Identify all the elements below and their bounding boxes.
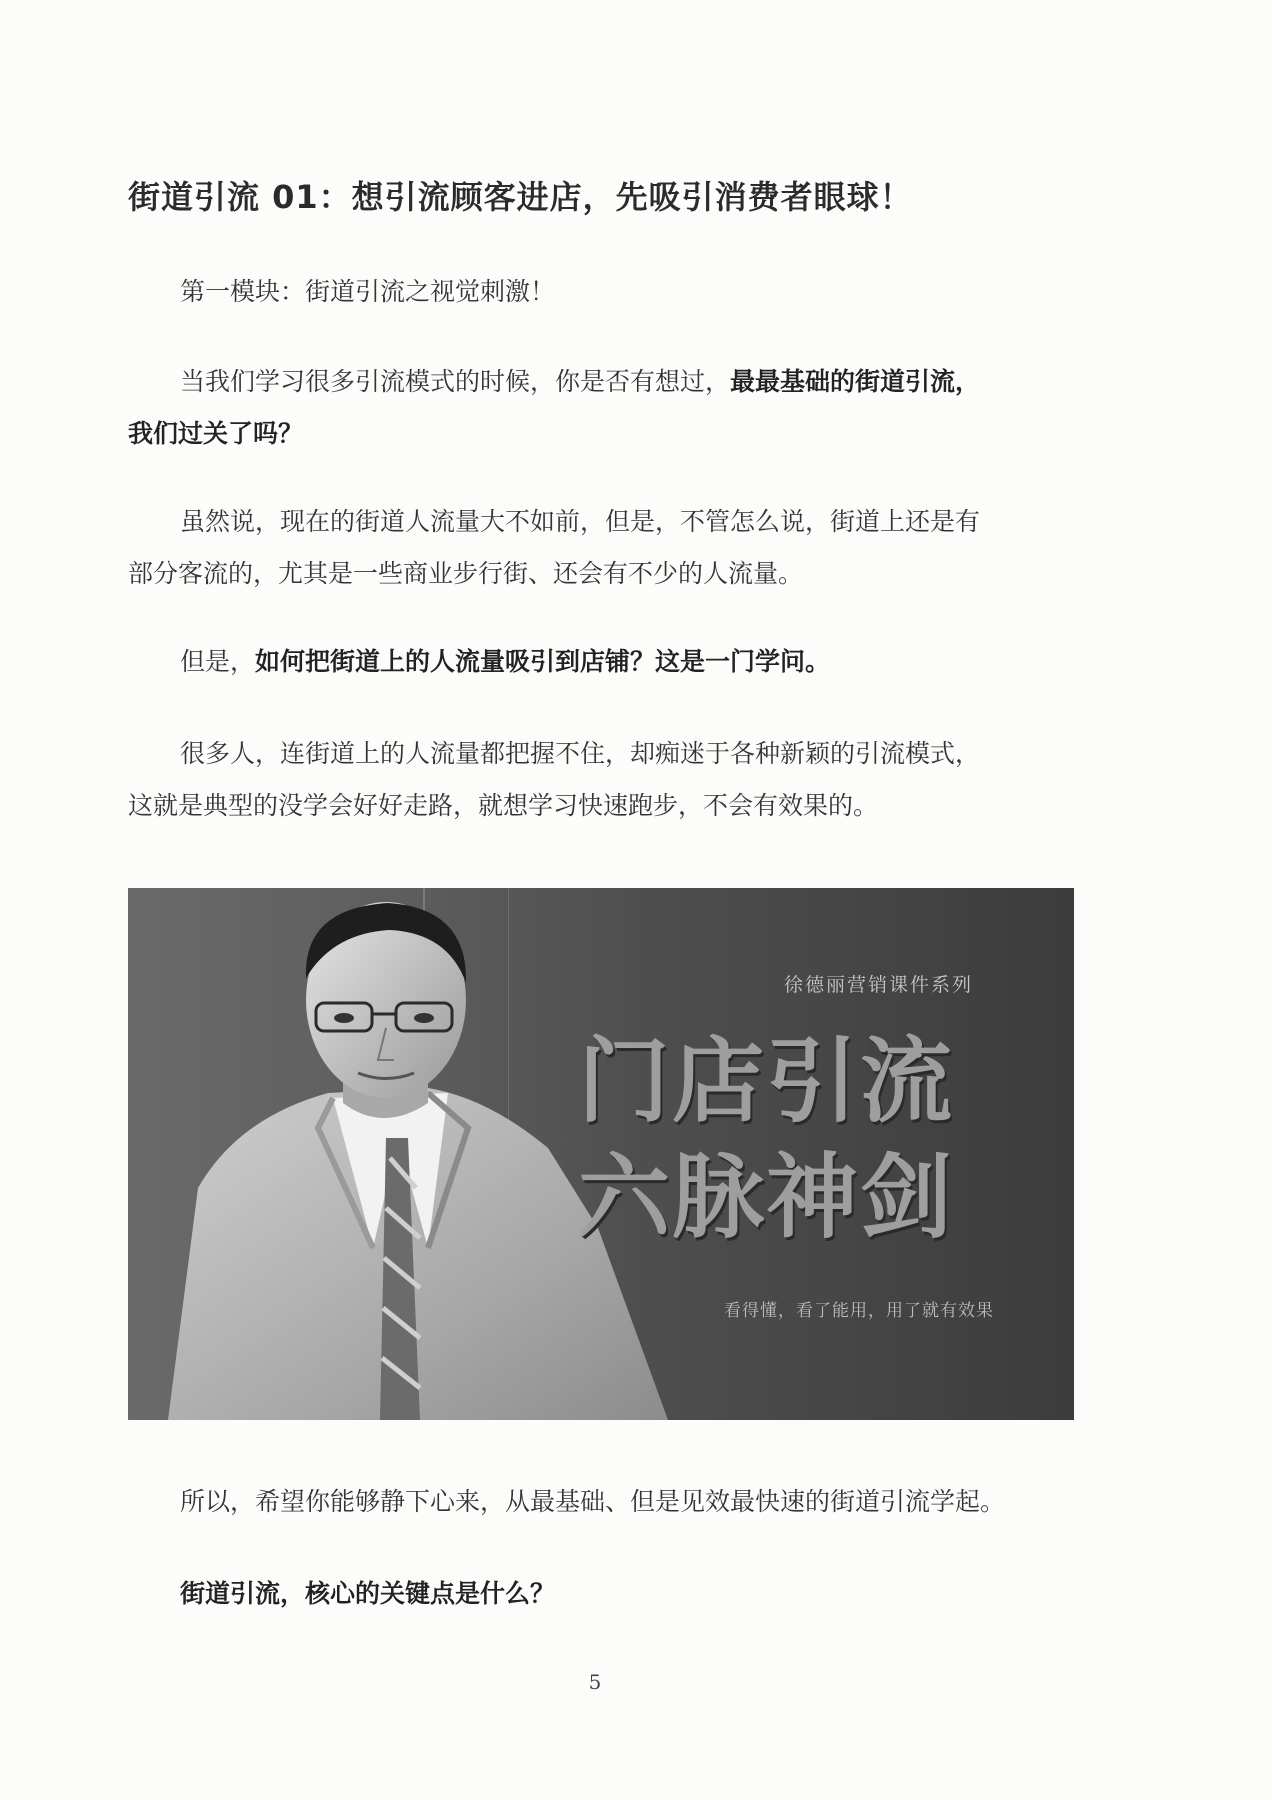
paragraph-6-bold: 街道引流，核心的关键点是什么？ <box>180 1579 556 1608</box>
paragraph-3 <box>128 636 1060 688</box>
module-line <box>128 266 1060 318</box>
paragraph-1-bold-b: 我们过关了吗？ <box>128 419 304 448</box>
paragraph-6 <box>128 1568 1060 1620</box>
paragraph-4 <box>128 728 1060 832</box>
cover-slogan: 看得懂，看了能用，用了就有效果 <box>724 1301 994 1321</box>
cover-title-line-2: 六脉神剑 <box>578 1144 955 1251</box>
paragraph-2 <box>128 496 1060 600</box>
section-heading: 街道引流 01：想引流顾客进店，先吸引消费者眼球！ <box>128 178 913 216</box>
paragraph-5-text: 所以，希望你能够静下心来，从最基础、但是见效最快速的街道引流学起。 <box>180 1487 1006 1516</box>
page-number: 5 <box>588 1670 602 1694</box>
paragraph-1-text: 当我们学习很多引流模式的时候，你是否有想过， <box>180 367 731 396</box>
paragraph-2-line-2: 部分客流的，尤其是一些商业步行街、还会有不少的人流量。 <box>128 559 804 588</box>
paragraph-1 <box>128 356 1060 460</box>
cover-title-line-1: 门店引流 <box>578 1028 955 1135</box>
book-cover-photo <box>128 888 1074 1420</box>
paragraph-4-line-1: 很多人，连街道上的人流量都把握不住，却痴迷于各种新颖的引流模式， <box>180 739 981 768</box>
module-line-text: 第一模块：街道引流之视觉刺激！ <box>180 277 556 306</box>
paragraph-2-line-1: 虽然说，现在的街道人流量大不如前，但是，不管怎么说，街道上还是有 <box>180 507 981 536</box>
paragraph-5 <box>128 1476 1060 1528</box>
cover-series-label: 徐德丽营销课件系列 <box>784 974 974 996</box>
paragraph-4-line-2: 这就是典型的没学会好好走路，就想学习快速跑步，不会有效果的。 <box>128 791 879 820</box>
paragraph-3-text: 但是， <box>180 647 256 676</box>
paragraph-1-bold-a: 最最基础的街道引流， <box>730 367 981 396</box>
paragraph-3-bold: 如何把街道上的人流量吸引到店铺？这是一门学问。 <box>255 647 831 676</box>
